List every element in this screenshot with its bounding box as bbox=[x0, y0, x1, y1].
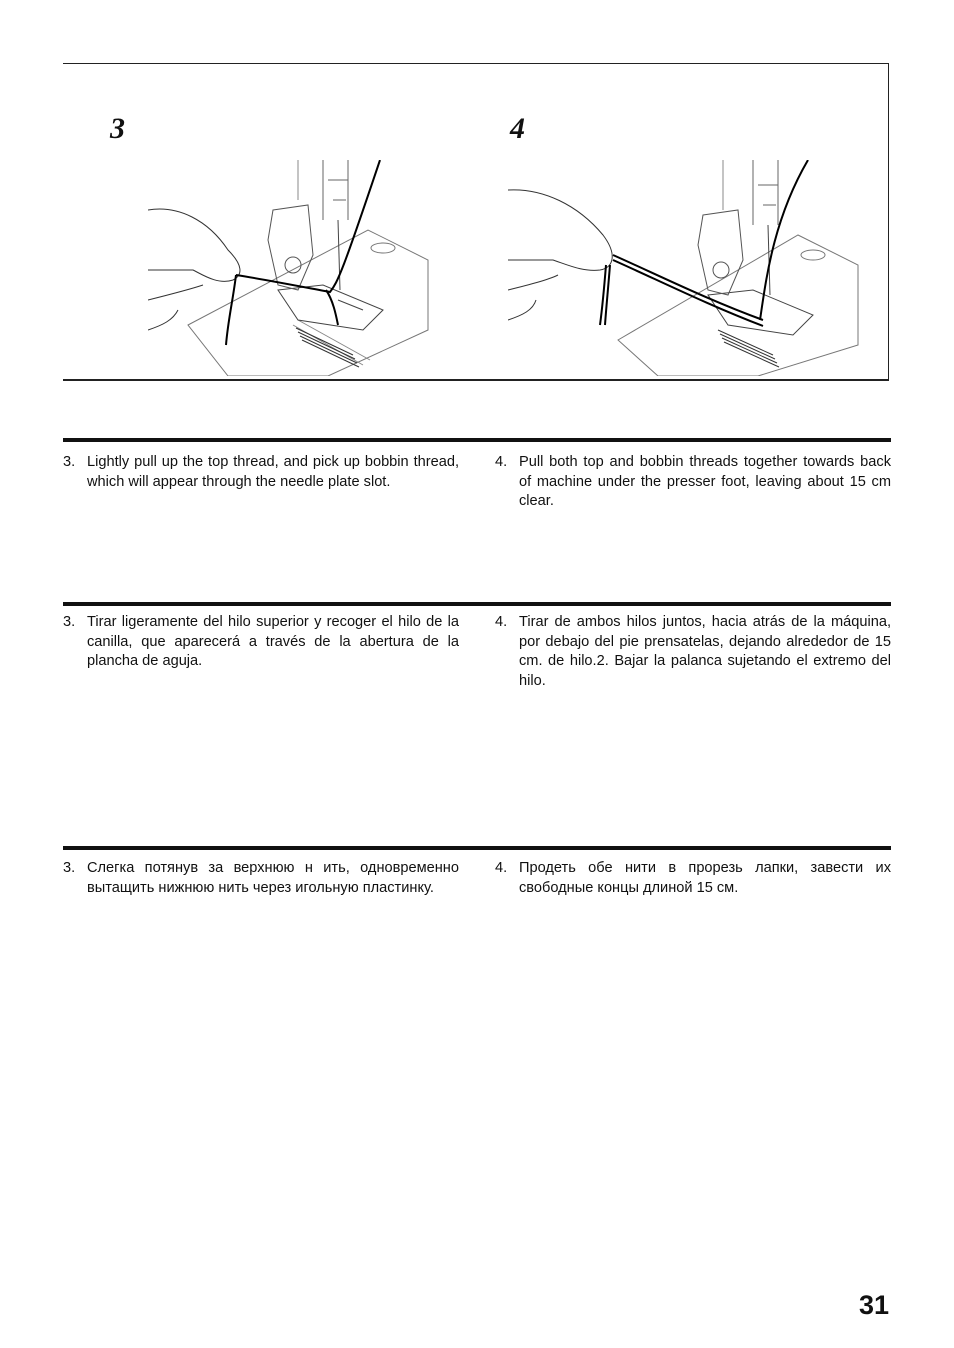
step-3-illustration bbox=[148, 160, 433, 376]
page-number: 31 bbox=[858, 1290, 889, 1320]
step-text: Слегка потянув за верхнюю н ить, одновременно вытащить нижнюю нить через игольную пластинку. bbox=[87, 860, 459, 896]
russian-step-3 bbox=[63, 859, 459, 898]
step-text: Tirar de ambos hilos juntos, hacia atrás de la máquina, por debajo del pie prensatelas, dejando alrededor de 15 cm. de hilo.2. Bajar la palanca sujetando el extremo del hilo. bbox=[519, 614, 891, 689]
step-number: 4. bbox=[495, 614, 508, 630]
step-text: Tirar ligeramente del hilo superior y recoger el hilo de la canilla, que aparecerá a través de la abertura de la plancha de aguja. bbox=[87, 614, 459, 669]
english-step-3 bbox=[63, 453, 459, 492]
section-rule-spanish bbox=[63, 602, 891, 606]
step-4-illustration bbox=[508, 160, 860, 376]
step-number: 3. bbox=[63, 860, 76, 876]
spanish-step-4 bbox=[495, 613, 891, 691]
section-rule-russian bbox=[63, 846, 891, 850]
step-text: Продеть обе нити в прорезь лапки, завести их свободные концы длиной 15 см. bbox=[519, 860, 891, 896]
step-number: 3. bbox=[63, 614, 76, 630]
step-text: Pull both top and bobbin threads together towards back of machine under the presser foot, leaving about 15 cm clear. bbox=[519, 454, 891, 509]
step-number: 4. bbox=[495, 454, 508, 470]
section-rule-english bbox=[63, 438, 891, 442]
step-3-label: 3 bbox=[110, 112, 125, 145]
step-4-label: 4 bbox=[510, 112, 525, 145]
step-number: 4. bbox=[495, 860, 508, 876]
russian-step-4 bbox=[495, 859, 891, 898]
english-step-4 bbox=[495, 453, 891, 512]
step-number: 3. bbox=[63, 454, 76, 470]
spanish-step-3 bbox=[63, 613, 459, 672]
step-text: Lightly pull up the top thread, and pick up bobbin thread, which will appear through the needle plate slot. bbox=[87, 454, 459, 490]
